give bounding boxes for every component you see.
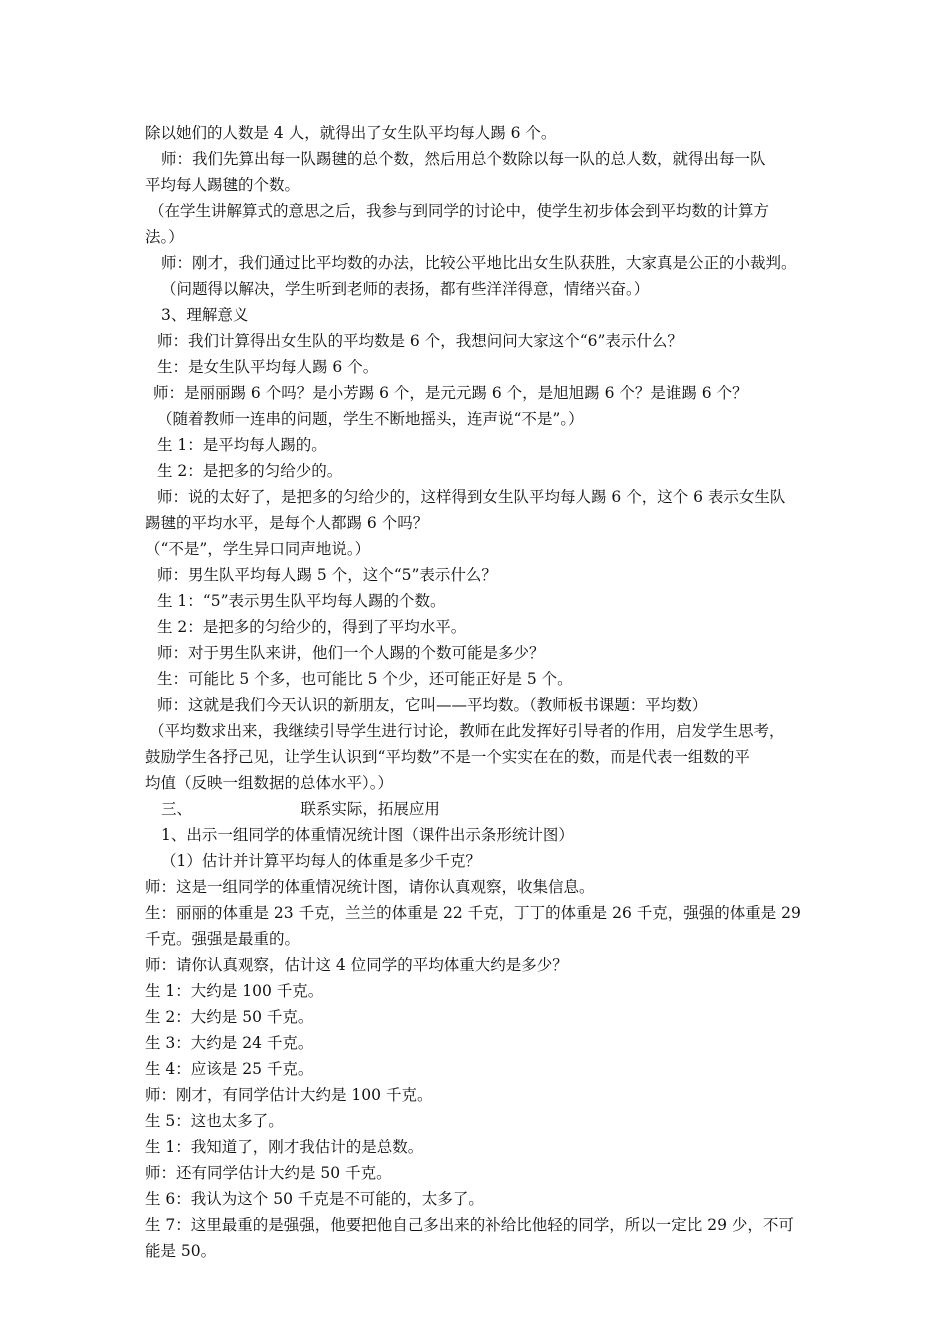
text-line: 生 3：大约是 24 千克。 [145, 1034, 314, 1052]
text-line: 生 4：应该是 25 千克。 [145, 1060, 314, 1078]
document-body [145, 120, 825, 1264]
text-line: 师：我们先算出每一队踢毽的总个数，然后用总个数除以每一队的总人数，就得出每一队 [161, 150, 766, 168]
text-line: 师：刚才，有同学估计大约是 100 千克。 [145, 1086, 433, 1104]
text-line: 生 2：是把多的匀给少的。 [157, 462, 343, 480]
text-line: 生：是女生队平均每人踢 6 个。 [157, 358, 379, 376]
text-line: 师：男生队平均每人踢 5 个，这个“5”表示什么？ [157, 566, 497, 584]
text-line: 师：我们计算得出女生队的平均数是 6 个，我想问问大家这个“6”表示什么？ [157, 332, 683, 350]
text-line: 1、出示一组同学的体重情况统计图（课件出示条形统计图） [161, 826, 574, 844]
text-line: 生 2：大约是 50 千克。 [145, 1008, 314, 1026]
text-line: 能是 50。 [145, 1242, 217, 1260]
text-line: 师：还有同学估计大约是 50 千克。 [145, 1164, 392, 1182]
text-line: 生：丽丽的体重是 23 千克，兰兰的体重是 22 千克，丁丁的体重是 26 千克，强强的体重是 29 [145, 904, 801, 922]
text-line: 师：这是一组同学的体重情况统计图，请你认真观察，收集信息。 [145, 878, 595, 896]
text-line: 生 2：是把多的匀给少的，得到了平均水平。 [157, 618, 467, 636]
text-line: 师：说的太好了，是把多的匀给少的，这样得到女生队平均每人踢 6 个，这个 6 表示女生队 [157, 488, 786, 506]
text-line: （1）估计并计算平均每人的体重是多少千克？ [161, 852, 481, 870]
text-line: 平均每人踢毽的个数。 [145, 176, 301, 194]
text-line: 师：请你认真观察，估计这 4 位同学的平均体重大约是多少？ [145, 956, 568, 974]
text-line: 生 1：大约是 100 千克。 [145, 982, 324, 1000]
text-line: （问题得以解决，学生听到老师的表扬，都有些洋洋得意，情绪兴奋。） [161, 280, 650, 298]
text-line: （随着教师一连串的问题，学生不断地摇头，连声说“不是”。） [157, 410, 584, 428]
text-line: 生 5：这也太多了。 [145, 1112, 284, 1130]
text-line: （平均数求出来，我继续引导学生进行讨论，教师在此发挥好引导者的作用，启发学生思考， [149, 722, 785, 740]
text-line: （在学生讲解算式的意思之后，我参与到同学的讨论中，使学生初步体会到平均数的计算方 [149, 202, 770, 220]
text-line: 师：对于男生队来讲，他们一个人踢的个数可能是多少？ [157, 644, 545, 662]
text-line: 生 1：“5”表示男生队平均每人踢的个数。 [157, 592, 446, 610]
text-line: 师：刚才，我们通过比平均数的办法，比较公平地比出女生队获胜，大家真是公正的小裁判。 [161, 254, 797, 272]
text-line: 法。） [145, 228, 184, 246]
text-line: 师：这就是我们今天认识的新朋友，它叫——平均数。（教师板书课题：平均数） [157, 696, 708, 714]
text-line: （“不是”，学生异口同声地说。） [145, 540, 371, 558]
text-line: 鼓励学生各抒己见，让学生认识到“平均数”不是一个实实在在的数，而是代表一组数的平 [145, 748, 750, 766]
text-line: 生 7：这里最重的是强强，他要把他自己多出来的补给比他轻的同学，所以一定比 29 少，不可 [145, 1216, 794, 1234]
text-line: 师：是丽丽踢 6 个吗？是小芳踢 6 个，是元元踢 6 个，是旭旭踢 6 个？是谁踢 6 个？ [153, 384, 748, 402]
text-line: 除以她们的人数是 4 人，就得出了女生队平均每人踢 6 个。 [145, 124, 557, 142]
text-line: 踢毽的平均水平，是每个人都踢 6 个吗？ [145, 514, 429, 532]
section-heading: 三、 联系实际，拓展应用 [161, 800, 440, 818]
text-line: 生 1：是平均每人踢的。 [157, 436, 327, 454]
text-line: 生 1：我知道了，刚才我估计的是总数。 [145, 1138, 424, 1156]
text-line: 生 6：我认为这个 50 千克是不可能的，太多了。 [145, 1190, 484, 1208]
text-line: 生：可能比 5 个多，也可能比 5 个少，还可能正好是 5 个。 [157, 670, 573, 688]
text-line: 均值（反映一组数据的总体水平）。） [145, 774, 394, 792]
text-line: 3、理解意义 [161, 306, 249, 324]
text-line: 千克。强强是最重的。 [145, 930, 301, 948]
